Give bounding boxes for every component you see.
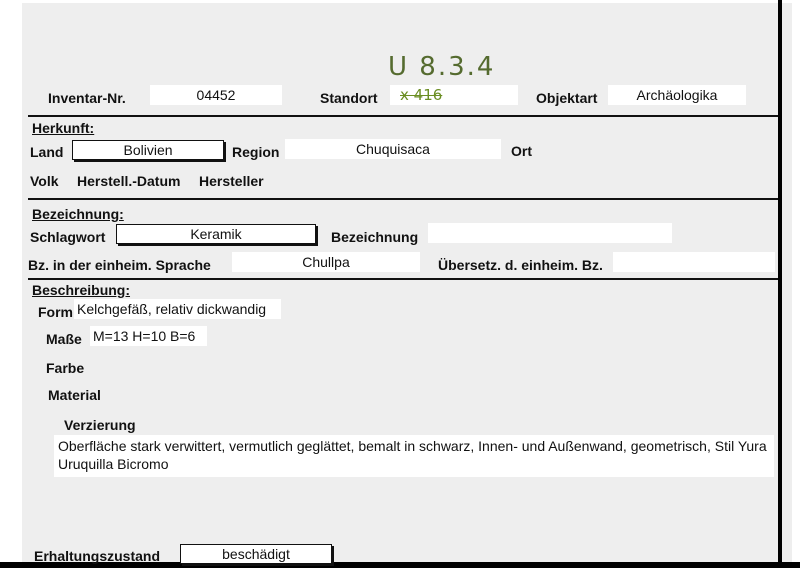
volk-label: Volk xyxy=(30,173,59,189)
verzierung-label: Verzierung xyxy=(64,417,136,433)
section-rule xyxy=(28,198,778,200)
masse-label: Maße xyxy=(46,331,82,347)
section-rule xyxy=(28,115,778,117)
standort-crossed-out: x 416 xyxy=(400,86,443,104)
scan-edge-right xyxy=(778,0,782,568)
bezeichnung-value xyxy=(428,223,672,243)
land-label: Land xyxy=(30,144,64,160)
standort-handwritten: U 8.3.4 xyxy=(388,52,496,82)
beschreibung-title: Beschreibung: xyxy=(32,282,131,298)
section-rule xyxy=(28,278,778,280)
form-value: Kelchgefäß, relativ dickwandig xyxy=(74,299,281,319)
standort-label: Standort xyxy=(320,90,378,106)
uebersetz-label: Übersetz. d. einheim. Bz. xyxy=(438,257,603,273)
verzierung-value: Oberfläche stark verwittert, vermutlich geglättet, bemalt in schwarz, Innen- und Außenwand, geometrisch, Stil Yura Uruquilla Bicromo xyxy=(54,435,774,477)
farbe-label: Farbe xyxy=(46,360,85,376)
hersteller-label: Hersteller xyxy=(199,173,264,189)
erhaltung-label: Erhaltungszustand xyxy=(34,548,161,564)
schlagwort-label: Schlagwort xyxy=(30,229,106,245)
form-label: Form xyxy=(38,304,73,320)
herkunft-title: Herkunft: xyxy=(32,120,95,136)
region-label: Region xyxy=(232,144,280,160)
material-label: Material xyxy=(48,387,101,403)
ort-label: Ort xyxy=(511,143,532,159)
region-value: Chuquisaca xyxy=(285,139,501,159)
objektart-label: Objektart xyxy=(536,90,598,106)
herstell-datum-label: Herstell.-Datum xyxy=(77,173,181,189)
einheim-value: Chullpa xyxy=(232,252,420,272)
inventar-label: Inventar-Nr. xyxy=(48,90,126,106)
uebersetz-value xyxy=(613,252,775,272)
masse-value: M=13 H=10 B=6 xyxy=(90,326,207,346)
bezeichnung-title: Bezeichnung: xyxy=(32,206,124,222)
schlagwort-value: Keramik xyxy=(116,224,316,244)
inventar-value: 04452 xyxy=(150,85,282,105)
land-value: Bolivien xyxy=(72,140,224,160)
erhaltung-value: beschädigt xyxy=(180,544,332,564)
bezeichnung-label: Bezeichnung xyxy=(331,229,419,245)
einheim-label: Bz. in der einheim. Sprache xyxy=(28,257,211,273)
objektart-value: Archäologika xyxy=(608,85,746,105)
